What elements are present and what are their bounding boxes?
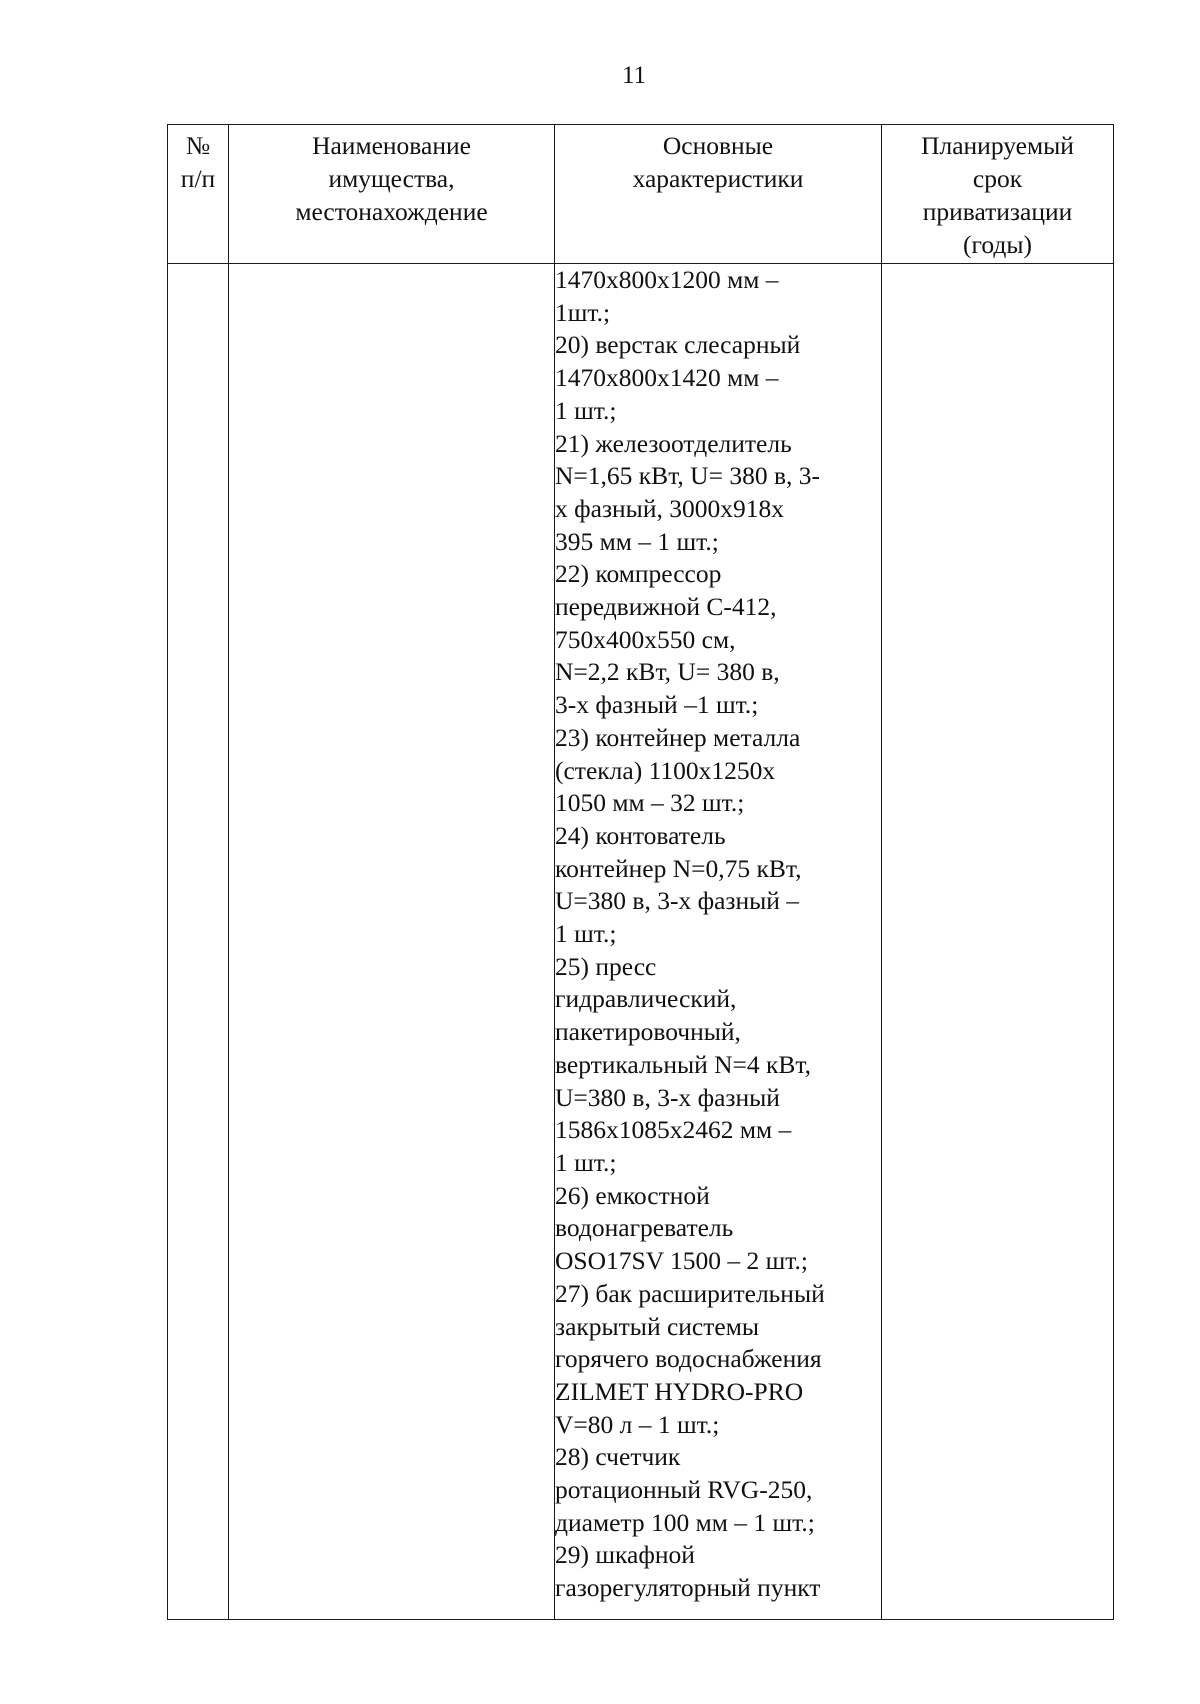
characteristics-line: 3-х фазный –1 шт.; bbox=[555, 690, 759, 720]
characteristics-line: V=80 л – 1 шт.; bbox=[555, 1409, 720, 1439]
characteristics-line: диаметр 100 мм – 1 шт.; bbox=[555, 1507, 815, 1537]
characteristics-text bbox=[555, 264, 881, 1605]
characteristics-line: 395 мм – 1 шт.; bbox=[555, 526, 719, 556]
characteristics-line: 28) счетчик bbox=[555, 1442, 681, 1472]
header-name-line-1: Наименование bbox=[312, 131, 471, 160]
characteristics-line: закрытый системы bbox=[555, 1311, 759, 1341]
header-number bbox=[168, 125, 229, 264]
characteristics-line: 24) контователь bbox=[555, 820, 726, 850]
characteristics-line: 29) шкафной bbox=[555, 1540, 695, 1570]
characteristics-line: 1586х1085х2462 мм – bbox=[555, 1115, 792, 1145]
characteristics-line: OSO17SV 1500 – 2 шт.; bbox=[555, 1246, 808, 1276]
characteristics-line: 23) контейнер металла bbox=[555, 722, 801, 752]
table-header-row bbox=[168, 125, 1114, 264]
characteristics-line: контейнер N=0,75 кВт, bbox=[555, 853, 802, 883]
header-number-line-1: № bbox=[185, 131, 211, 160]
characteristics-line: горячего водоснабжения bbox=[555, 1344, 822, 1374]
characteristics-line: ротационный RVG-250, bbox=[555, 1475, 813, 1505]
characteristics-line: 25) пресс bbox=[555, 951, 657, 981]
characteristics-line: U=380 в, 3-х фазный bbox=[555, 1082, 780, 1112]
cell-number bbox=[168, 264, 229, 1620]
characteristics-line: 27) бак расширительный bbox=[555, 1278, 825, 1308]
characteristics-line: 20) верстак слесарный bbox=[555, 330, 801, 360]
cell-characteristics bbox=[555, 264, 882, 1620]
characteristics-line: 1 шт.; bbox=[555, 1147, 617, 1177]
characteristics-line: 22) компрессор bbox=[555, 559, 722, 589]
characteristics-line: N=1,65 кВт, U= 380 в, 3- bbox=[555, 461, 820, 491]
characteristics-line: водонагреватель bbox=[555, 1213, 734, 1243]
header-term-line-2: срок bbox=[972, 164, 1023, 193]
characteristics-line: 21) железоотделитель bbox=[555, 428, 792, 458]
characteristics-line: 1470х800х1200 мм – bbox=[555, 265, 779, 294]
characteristics-line: ZILMET HYDRO-PRO bbox=[555, 1376, 804, 1406]
characteristics-line: 1 шт.; bbox=[555, 919, 617, 949]
characteristics-line: 26) емкостной bbox=[555, 1180, 710, 1210]
characteristics-line: гидравлический, bbox=[555, 984, 737, 1014]
header-name-line-3: местонахождение bbox=[295, 197, 488, 226]
characteristics-line: U=380 в, 3-х фазный – bbox=[555, 886, 800, 916]
characteristics-line: х фазный, 3000х918х bbox=[555, 493, 784, 523]
table-row bbox=[168, 264, 1114, 1620]
characteristics-line: пакетировочный, bbox=[555, 1017, 741, 1047]
characteristics-line: газорегуляторный пункт bbox=[555, 1573, 821, 1603]
characteristics-line: 1050 мм – 32 шт.; bbox=[555, 788, 745, 818]
characteristics-line: (стекла) 1100х1250х bbox=[555, 755, 776, 785]
header-char-line-1: Основные bbox=[662, 131, 774, 160]
characteristics-line: 750х400х550 см, bbox=[555, 624, 736, 654]
characteristics-line: 1шт.; bbox=[555, 297, 611, 327]
header-name-location bbox=[229, 125, 555, 264]
header-planned-term bbox=[882, 125, 1114, 264]
characteristics-line: вертикальный N=4 кВт, bbox=[555, 1049, 812, 1079]
characteristics-line: N=2,2 кВт, U= 380 в, bbox=[555, 657, 780, 687]
header-characteristics bbox=[555, 125, 882, 264]
privatization-table bbox=[167, 124, 1114, 1620]
header-char-line-2: характеристики bbox=[632, 164, 804, 193]
characteristics-line: 1 шт.; bbox=[555, 395, 617, 425]
header-name-line-2: имущества, bbox=[328, 164, 455, 193]
header-term-line-4: (годы) bbox=[963, 230, 1032, 259]
header-term-line-1: Планируемый bbox=[921, 131, 1074, 160]
header-term-line-3: приватизации bbox=[922, 197, 1073, 226]
characteristics-line: передвижной С-412, bbox=[555, 592, 777, 622]
page-number: 11 bbox=[621, 62, 647, 89]
cell-name-location bbox=[229, 264, 555, 1620]
characteristics-line: 1470х800х1420 мм – bbox=[555, 363, 779, 393]
cell-planned-term bbox=[882, 264, 1114, 1620]
header-number-line-2: п/п bbox=[180, 164, 216, 193]
